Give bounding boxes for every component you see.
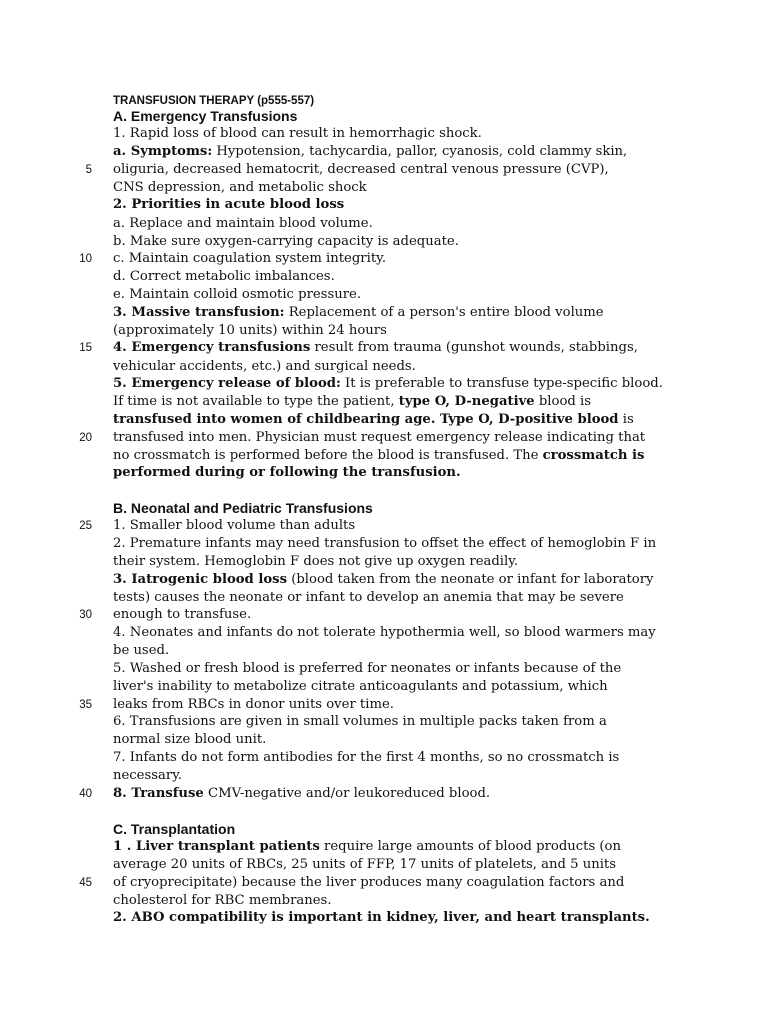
text-line: d. Correct metabolic imbalances. [113,269,335,284]
text-line: 3. Massive transfusion: Replacement of a person's entire blood volume [113,305,604,320]
text-line: leaks from RBCs in donor units over time. [113,697,394,712]
text-line: liver's inability to metabolize citrate anticoagulants and potassium, which [113,679,608,694]
text-line: 5. Emergency release of blood: It is preferable to transfuse type-specific blood. [113,376,663,391]
text-line: 2. ABO compatibility is important in kidney, liver, and heart transplants. [113,910,650,925]
text-line: 6. Transfusions are given in small volumes in multiple packs taken from a [113,714,607,729]
text-line: a. Replace and maintain blood volume. [113,216,373,231]
section-heading: B. Neonatal and Pediatric Transfusions [113,500,373,516]
line-number: 25 [79,520,92,532]
text-line: CNS depression, and metabolic shock [113,180,367,195]
line-number: 15 [79,342,92,354]
text-line: If time is not available to type the patient, type O, D-negative blood is [113,394,592,409]
text-line: necessary. [113,768,183,783]
text-line: 1. Smaller blood volume than adults [113,518,356,533]
text-line: 4. Emergency transfusions result from trauma (gunshot wounds, stabbings, [113,340,638,355]
text-line: a. Symptoms: Hypotension, tachycardia, pallor, cyanosis, cold clammy skin, [113,144,628,159]
text-line: 2. Priorities in acute blood loss [113,197,345,212]
text-line: no crossmatch is performed before the blood is transfused. The crossmatch is [113,448,645,463]
text-line: their system. Hemoglobin F does not give up oxygen readily. [113,554,519,569]
text-line: 8. Transfuse CMV-negative and/or leukoreduced blood. [113,786,491,801]
text-line: 1. Rapid loss of blood can result in hemorrhagic shock. [113,126,482,141]
line-number: 20 [79,432,92,444]
text-line: enough to transfuse. [113,607,252,622]
text-line: be used. [113,643,170,658]
text-line: performed during or following the transfusion. [113,465,461,480]
text-line: normal size blood unit. [113,732,267,747]
text-line: e. Maintain colloid osmotic pressure. [113,287,362,302]
text-line: 2. Premature infants may need transfusion to offset the effect of hemoglobin F in [113,536,657,551]
line-number: 45 [79,877,92,889]
line-number: 30 [79,609,92,621]
text-line: 1 . Liver transplant patients require large amounts of blood products (on [113,839,621,854]
section-heading: A. Emergency Transfusions [113,108,298,124]
text-line: cholesterol for RBC membranes. [113,893,332,908]
text-line: oliguria, decreased hematocrit, decreased central venous pressure (CVP), [113,162,609,177]
text-line: (approximately 10 units) within 24 hours [113,323,387,338]
text-line: 5. Washed or fresh blood is preferred for neonates or infants because of the [113,661,622,676]
section-heading: C. Transplantation [113,821,236,837]
text-line: 4. Neonates and infants do not tolerate hypothermia well, so blood warmers may [113,625,656,640]
text-line: transfused into men. Physician must request emergency release indicating that [113,430,646,445]
line-number: 35 [79,699,92,711]
line-number: 40 [79,788,92,800]
text-line: transfused into women of childbearing age. Type O, D-positive blood is [113,412,634,427]
text-line: 3. Iatrogenic blood loss (blood taken from the neonate or infant for laboratory [113,572,654,587]
text-line: average 20 units of RBCs, 25 units of FFP, 17 units of platelets, and 5 units [113,857,616,872]
line-number: 10 [79,253,92,265]
text-line: of cryoprecipitate) because the liver produces many coagulation factors and [113,875,625,890]
line-number: 5 [85,164,92,176]
document-title: TRANSFUSION THERAPY (p555-557) [113,95,315,107]
text-line: b. Make sure oxygen-carrying capacity is adequate. [113,234,459,249]
text-line: c. Maintain coagulation system integrity. [113,251,387,266]
text-line: tests) causes the neonate or infant to develop an anemia that may be severe [113,590,624,605]
text-line: 7. Infants do not form antibodies for the first 4 months, so no crossmatch is [113,750,620,765]
text-line: vehicular accidents, etc.) and surgical needs. [113,359,416,374]
